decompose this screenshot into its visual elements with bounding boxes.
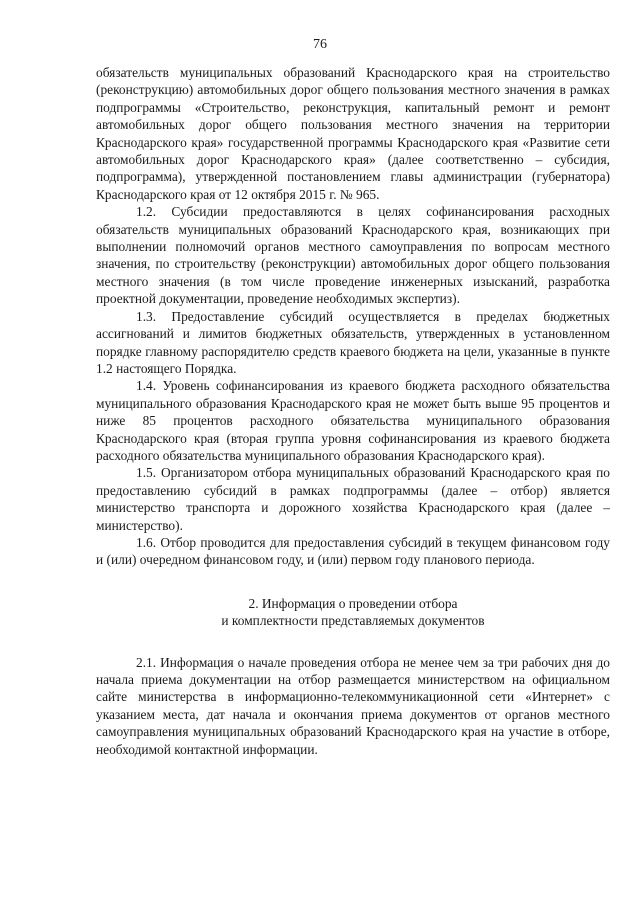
section-heading [96, 595, 610, 630]
paragraph-1-2: 1.2. Субсидии предоставляются в целях софинансирования расходных обязательств муниципальных образований Краснодарского края, возникающих при выполнении полномочий органов местного самоуправления по вопросам местного значения, по строительству (реконструкции) автомобильных дорог общего пользования местного значения (в том числе проведение инженерных изысканий, разработка проектной документации, проведение необходимых экспертиз). [96, 204, 610, 307]
paragraph-1-4: 1.4. Уровень софинансирования из краевого бюджета расходного обязательства муниципального образования Краснодарского края не может быть выше 95 процентов и ниже 85 процентов расходного обязательства муниципального образования Краснодарского края (вторая группа уровня софинансирования из краевого бюджета расходного обязательства муниципального образования Краснодарского края). [96, 378, 610, 463]
paragraph-1-6: 1.6. Отбор проводится для предоставления субсидий в текущем финансовом году и (или) очередном финансовом году, и (или) первом году планового периода. [96, 534, 610, 568]
document-body [96, 64, 610, 758]
page-number: 76 [313, 37, 327, 52]
paragraph-2-1: 2.1. Информация о начале проведения отбора не менее чем за три рабочих дня до начала приема документации на отбор размещается министерством на официальном сайте министерства в информационно-телекоммуникационной сети «Интернет» с указанием места, дат начала и окончания приема документов от органов местного самоуправления муниципальных образований Краснодарского края на участие в отборе, необходимой контактной информации. [96, 654, 610, 757]
paragraph-1-3: 1.3. Предоставление субсидий осуществляется в пределах бюджетных ассигнований и лимитов бюджетных обязательств, утвержденных в установленном порядке главному распорядителю средств краевого бюджета на цели, указанные в пункте 1.2 настоящего Порядка. [96, 308, 610, 376]
paragraph-continuation: обязательств муниципальных образований Краснодарского края на строительство (реконструкцию) автомобильных дорог общего пользования местного значения в рамках подпрограммы «Строительство, реконструкция, капитальный ремонт и ремонт автомобильных дорог общего пользования местного значения на территории Краснодарского края» государственной программы Краснодарского края «Развитие сети автомобильных дорог Краснодарского края» (далее соответственно – субсидия, подпрограмма), утвержденной постановлением главы администрации (губернатора) Краснодарского края от 12 октября 2015 г. № 965. [96, 65, 610, 202]
paragraph-1-5: 1.5. Организатором отбора муниципальных образований Краснодарского края по предоставлению субсидий в рамках подпрограммы (далее – отбор) является министерство транспорта и дорожного хозяйства Краснодарского края (далее – министерство). [96, 465, 610, 533]
section-heading-line-1: 2. Информация о проведении отбора [248, 595, 458, 611]
section-heading-line-2: и комплектности представляемых документов [221, 613, 485, 629]
